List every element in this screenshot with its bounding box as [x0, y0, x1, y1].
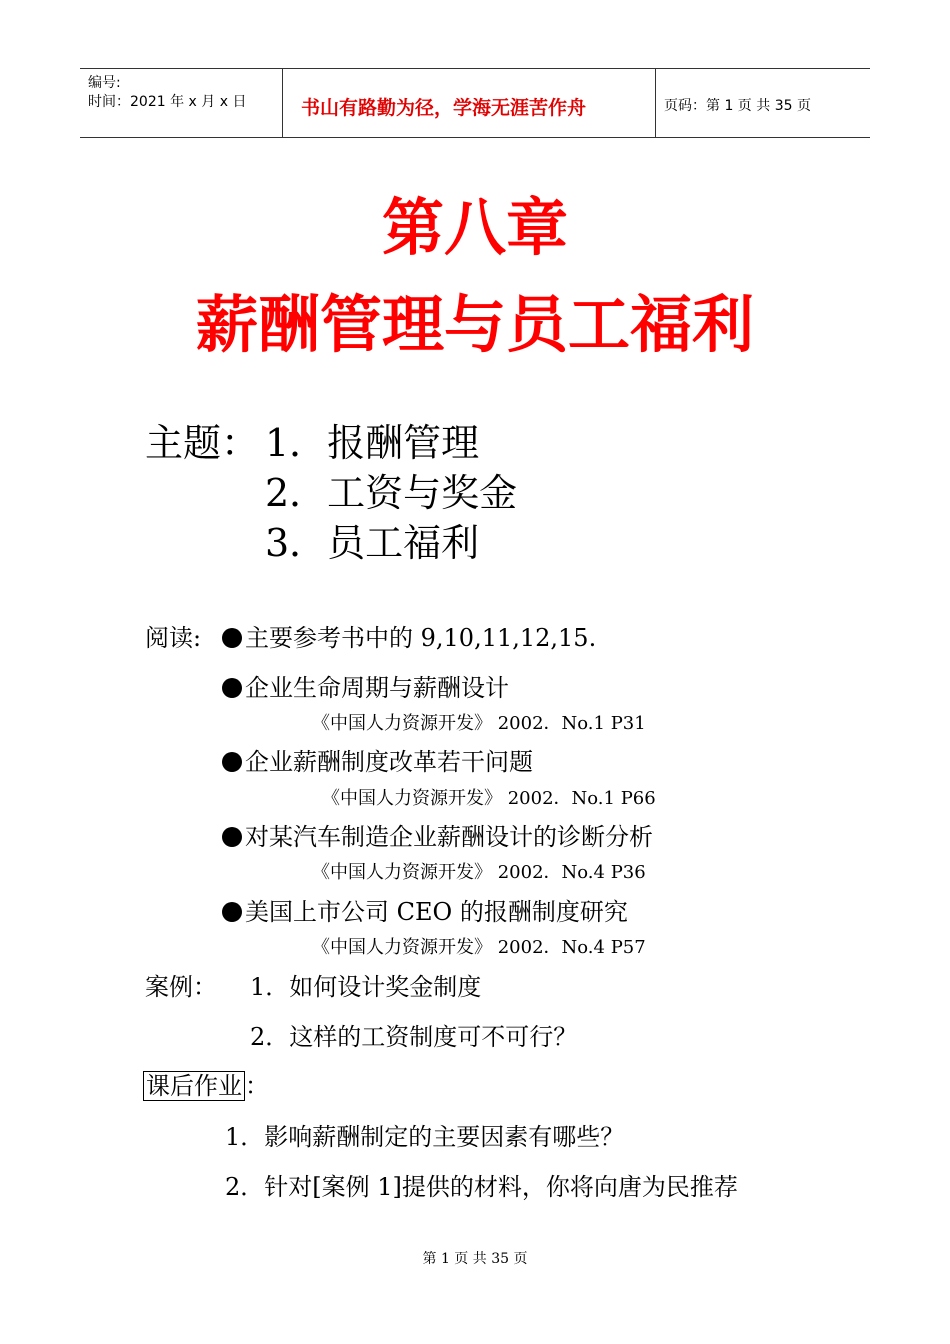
homework-item-2: 2．针对[案例 1]提供的材料，你将向唐为民推荐	[225, 1173, 738, 1201]
homework-item-1: 1．影响薪酬制定的主要因素有哪些？	[225, 1123, 625, 1151]
case-item-1: 1．如何设计奖金制度	[250, 973, 482, 1001]
reading-item-source: 《中国人力资源开发》 2002．No.1 P66	[322, 788, 656, 809]
header-page-cell	[655, 69, 870, 137]
topic-item-2: 2．工资与奖金	[265, 471, 518, 515]
page-header	[80, 68, 870, 138]
header-time-label: 时间：2021 年 x 月 x 日	[88, 94, 247, 110]
reading-item-5	[222, 892, 628, 927]
header-motto: 书山有路勤为径，学海无涯苦作舟	[301, 97, 587, 119]
header-meta	[80, 69, 282, 137]
header-page-info: 页码：第 1 页 共 35 页	[664, 98, 811, 114]
reading-item-3	[222, 742, 533, 777]
topic-item-3: 3．员工福利	[265, 521, 480, 565]
bullet-icon	[222, 902, 242, 922]
reading-label: 阅读:	[145, 624, 202, 652]
homework-heading	[143, 1066, 269, 1101]
reading-item-title: 企业生命周期与薪酬设计	[245, 674, 509, 702]
bullet-icon	[222, 628, 242, 648]
subject-title: 薪酬管理与员工福利	[195, 288, 754, 361]
homework-label: 课后作业	[143, 1071, 245, 1101]
page-footer: 第 1 页 共 35 页	[422, 1251, 528, 1267]
reading-item-4	[222, 817, 653, 852]
bullet-icon	[222, 678, 242, 698]
reading-item-source: 《中国人力资源开发》 2002．No.1 P31	[312, 713, 646, 734]
case-item-2: 2．这样的工资制度可不可行？	[250, 1023, 578, 1051]
bullet-icon	[222, 752, 242, 772]
bullet-icon	[222, 827, 242, 847]
reading-item-title: 企业薪酬制度改革若干问题	[245, 748, 533, 776]
reading-item-source: 《中国人力资源开发》 2002．No.4 P57	[312, 937, 646, 958]
reading-item-2	[222, 668, 509, 703]
chapter-title: 第八章	[381, 191, 568, 264]
topics-label: 主题：	[145, 421, 260, 465]
reading-item-title: 主要参考书中的 9,10,11,12,15.	[245, 624, 597, 652]
homework-colon: ：	[245, 1072, 269, 1100]
cases-label: 案例：	[145, 973, 217, 1001]
header-code-label: 编号:	[88, 75, 121, 91]
reading-item-title: 对某汽车制造企业薪酬设计的诊断分析	[245, 823, 653, 851]
reading-item-source: 《中国人力资源开发》 2002．No.4 P36	[312, 862, 646, 883]
reading-item-1	[222, 618, 596, 653]
topic-item-1: 1．报酬管理	[265, 421, 480, 465]
header-motto-cell	[282, 69, 656, 137]
reading-item-title: 美国上市公司 CEO 的报酬制度研究	[245, 898, 628, 926]
